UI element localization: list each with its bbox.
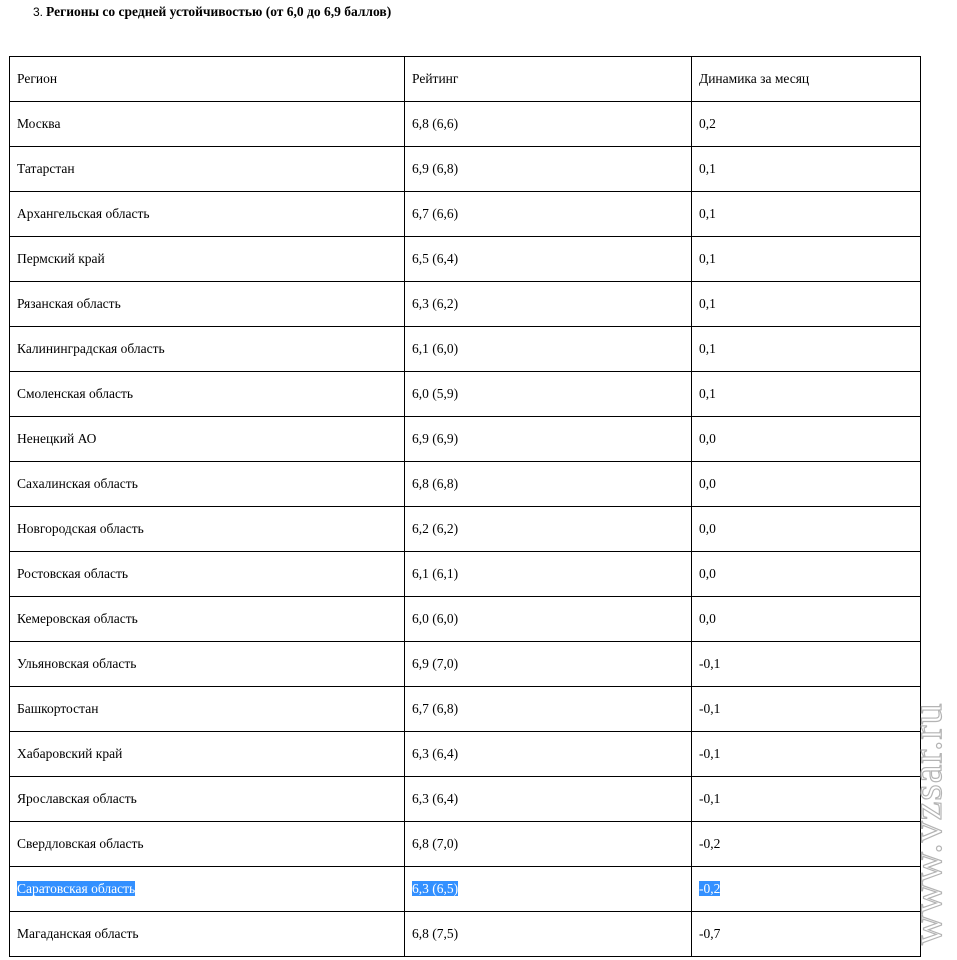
table-row: [10, 327, 921, 372]
cell-change: [692, 507, 921, 552]
cell-change-text: -0,1: [699, 656, 721, 671]
cell-rating: [405, 147, 692, 192]
cell-region: [10, 507, 405, 552]
table-row: [10, 777, 921, 822]
cell-region: [10, 597, 405, 642]
cell-change-text: 0,0: [699, 431, 716, 446]
cell-rating-text: 6,5 (6,4): [412, 251, 459, 266]
cell-change: [692, 327, 921, 372]
cell-change-text: -0,1: [699, 701, 721, 716]
cell-region-text: Ярославская область: [17, 791, 137, 806]
table-row: [10, 912, 921, 957]
watermark-logo: [905, 600, 953, 945]
table-row: [10, 282, 921, 327]
cell-change: [692, 687, 921, 732]
cell-change: [692, 462, 921, 507]
cell-rating: [405, 597, 692, 642]
cell-region-text: Саратовская область: [17, 881, 136, 896]
table-row: [10, 417, 921, 462]
cell-rating: [405, 642, 692, 687]
cell-rating-text: 6,9 (6,8): [412, 161, 459, 176]
table-row: [10, 867, 921, 912]
cell-change-text: 0,1: [699, 296, 716, 311]
cell-region: [10, 912, 405, 957]
cell-region: [10, 777, 405, 822]
cell-change-text: 0,1: [699, 386, 716, 401]
table-row: [10, 597, 921, 642]
cell-rating-text: 6,9 (7,0): [412, 656, 459, 671]
column-header-region: Регион: [10, 57, 405, 102]
cell-change-text: -0,1: [699, 791, 721, 806]
cell-region: [10, 552, 405, 597]
cell-region-text: Сахалинская область: [17, 476, 138, 491]
cell-rating-text: 6,7 (6,6): [412, 206, 459, 221]
cell-rating: [405, 732, 692, 777]
cell-rating: [405, 912, 692, 957]
cell-rating-text: 6,3 (6,4): [412, 746, 459, 761]
cell-rating: [405, 687, 692, 732]
cell-change-text: 0,0: [699, 566, 716, 581]
cell-change-text: 0,1: [699, 341, 716, 356]
cell-region-text: Пермский край: [17, 251, 105, 266]
cell-region: [10, 732, 405, 777]
cell-rating-text: 6,8 (6,8): [412, 476, 459, 491]
table-row: [10, 822, 921, 867]
cell-rating-text: 6,7 (6,8): [412, 701, 459, 716]
table-row: [10, 237, 921, 282]
cell-change-text: 0,1: [699, 161, 716, 176]
column-header-rating: Рейтинг: [405, 57, 692, 102]
cell-rating-text: 6,8 (6,6): [412, 116, 459, 131]
table-row: [10, 507, 921, 552]
cell-rating: [405, 777, 692, 822]
cell-rating-text: 6,9 (6,9): [412, 431, 459, 446]
cell-rating: [405, 552, 692, 597]
section-heading: [33, 3, 391, 21]
cell-change-text: -0,1: [699, 746, 721, 761]
cell-rating-text: 6,0 (5,9): [412, 386, 459, 401]
cell-change: [692, 867, 921, 912]
cell-change-text: 0,1: [699, 251, 716, 266]
cell-change: [692, 192, 921, 237]
cell-rating: [405, 462, 692, 507]
cell-rating: [405, 237, 692, 282]
cell-change-text: -0,7: [699, 926, 721, 941]
cell-region-text: Свердловская область: [17, 836, 144, 851]
cell-change: [692, 822, 921, 867]
cell-rating-text: 6,8 (7,5): [412, 926, 459, 941]
cell-rating-text: 6,0 (6,0): [412, 611, 459, 626]
cell-rating: [405, 192, 692, 237]
cell-rating-text: 6,8 (7,0): [412, 836, 459, 851]
cell-rating-text: 6,1 (6,0): [412, 341, 459, 356]
ratings-table: [9, 56, 921, 957]
cell-region-text: Башкортостан: [17, 701, 99, 716]
cell-rating-text: 6,1 (6,1): [412, 566, 459, 581]
cell-change-text: 0,0: [699, 521, 716, 536]
cell-rating: [405, 327, 692, 372]
cell-change-text: -0,2: [699, 836, 721, 851]
cell-change-text: 0,1: [699, 206, 716, 221]
cell-region-text: Кемеровская область: [17, 611, 138, 626]
cell-change: [692, 552, 921, 597]
cell-change: [692, 237, 921, 282]
table-row: [10, 192, 921, 237]
cell-change: [692, 147, 921, 192]
cell-region: [10, 417, 405, 462]
table-row: [10, 372, 921, 417]
cell-rating-text: 6,3 (6,5): [412, 881, 459, 896]
cell-rating: [405, 867, 692, 912]
column-header-change: Динамика за месяц: [692, 57, 921, 102]
cell-region: [10, 687, 405, 732]
cell-change: [692, 777, 921, 822]
cell-region-text: Татарстан: [17, 161, 75, 176]
cell-region-text: Магаданская область: [17, 926, 139, 941]
cell-region: [10, 642, 405, 687]
cell-region-text: Новгородская область: [17, 521, 144, 536]
cell-change-text: 0,0: [699, 476, 716, 491]
cell-region-text: Хабаровский край: [17, 746, 123, 761]
cell-region: [10, 147, 405, 192]
cell-region-text: Ненецкий АО: [17, 431, 97, 446]
cell-rating: [405, 507, 692, 552]
cell-rating-text: 6,3 (6,4): [412, 791, 459, 806]
table-row: [10, 732, 921, 777]
cell-region: [10, 192, 405, 237]
cell-rating-text: 6,2 (6,2): [412, 521, 459, 536]
cell-region-text: Ульяновская область: [17, 656, 137, 671]
cell-region-text: Рязанская область: [17, 296, 121, 311]
cell-change: [692, 597, 921, 642]
cell-change: [692, 417, 921, 462]
table-row: [10, 462, 921, 507]
cell-region: [10, 462, 405, 507]
table-row: [10, 102, 921, 147]
table-row: [10, 687, 921, 732]
cell-change: [692, 642, 921, 687]
cell-region: [10, 822, 405, 867]
cell-region-text: Ростовская область: [17, 566, 128, 581]
cell-rating: [405, 102, 692, 147]
table-header-row: [10, 57, 921, 102]
cell-region: [10, 102, 405, 147]
section-title: Регионы со средней устойчивостью (от 6,0 до 6,9 баллов): [46, 4, 392, 19]
cell-rating: [405, 282, 692, 327]
cell-rating: [405, 417, 692, 462]
cell-change: [692, 732, 921, 777]
cell-change-text: 0,2: [699, 116, 716, 131]
cell-rating: [405, 822, 692, 867]
cell-region: [10, 867, 405, 912]
cell-rating-text: 6,3 (6,2): [412, 296, 459, 311]
cell-change: [692, 372, 921, 417]
cell-region: [10, 237, 405, 282]
cell-change: [692, 102, 921, 147]
table-row: [10, 552, 921, 597]
cell-change-text: -0,2: [699, 881, 721, 896]
cell-change: [692, 282, 921, 327]
cell-region-text: Калининградская область: [17, 341, 165, 356]
cell-change-text: 0,0: [699, 611, 716, 626]
cell-region-text: Архангельская область: [17, 206, 150, 221]
table-row: [10, 642, 921, 687]
cell-region: [10, 282, 405, 327]
cell-region-text: Смоленская область: [17, 386, 134, 401]
watermark-text: www.vzsar.ru: [905, 702, 951, 945]
section-number: 3.: [33, 5, 44, 19]
cell-region: [10, 327, 405, 372]
table-row: [10, 147, 921, 192]
cell-region-text: Москва: [17, 116, 61, 131]
cell-change: [692, 912, 921, 957]
cell-rating: [405, 372, 692, 417]
cell-region: [10, 372, 405, 417]
